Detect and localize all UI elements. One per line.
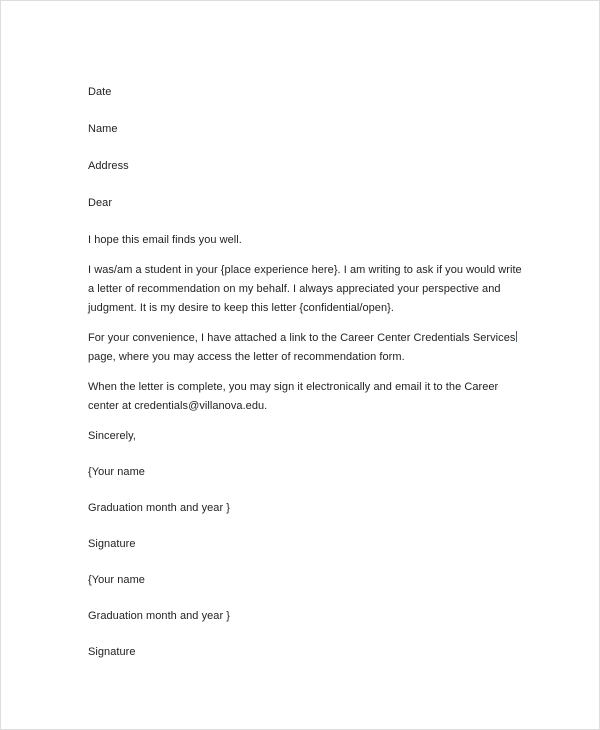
paragraph-link-text-after-caret: page, where you may access the letter of recommendation form. bbox=[88, 351, 405, 363]
paragraph-completion: When the letter is complete, you may sign it electronically and email it to the Career center at credentials@villanova.edu. bbox=[88, 381, 499, 412]
closing-salutation: Sincerely, bbox=[88, 430, 136, 442]
date-line: Date bbox=[88, 86, 112, 98]
salutation-line: Dear bbox=[88, 197, 113, 209]
signature-one-name: {Your name bbox=[88, 466, 145, 478]
letter-body bbox=[88, 83, 524, 679]
signature-two-graduation: Graduation month and year } bbox=[88, 610, 230, 622]
address-line: Address bbox=[88, 160, 129, 172]
paragraph-link-text-before-caret: For your convenience, I have attached a link to the Career Center Credentials Services bbox=[88, 332, 516, 344]
paragraph-link bbox=[88, 329, 524, 367]
signature-one-graduation: Graduation month and year } bbox=[88, 502, 230, 514]
name-line: Name bbox=[88, 123, 118, 135]
text-cursor-caret bbox=[516, 331, 517, 342]
paragraph-greeting: I hope this email finds you well. bbox=[88, 234, 242, 246]
signature-one-signature: Signature bbox=[88, 538, 136, 550]
paragraph-request: I was/am a student in your {place experience here}. I am writing to ask if you would write a letter of recommendation on my behalf. I always appreciated your perspective and judgment. It is my desire to keep this letter {confidential/open}. bbox=[88, 264, 522, 314]
signature-two-name: {Your name bbox=[88, 574, 145, 586]
signature-two-signature: Signature bbox=[88, 646, 136, 658]
